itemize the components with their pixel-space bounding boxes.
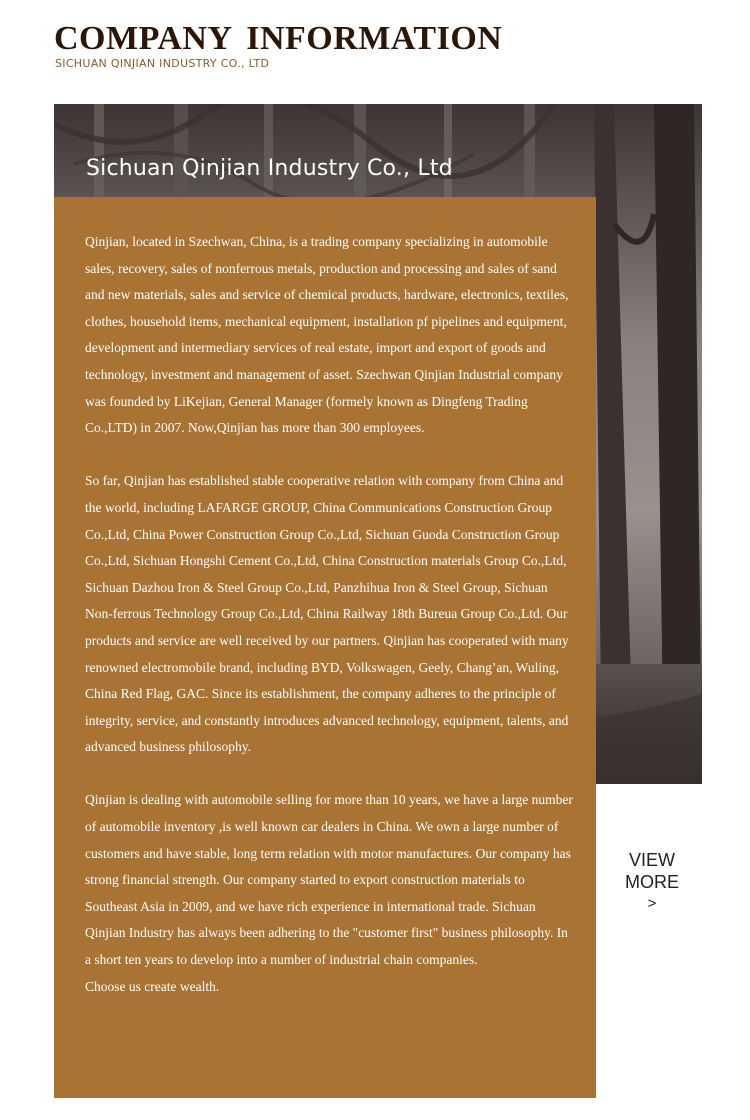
view-more-link[interactable] (602, 849, 702, 915)
description-paragraph-2: So far, Qinjian has established stable cooperative relation with company from China and the world, including LAFARGE GROUP, China Communications Construction Group Co.,Ltd, China Power Construction Group Co.,Ltd, Sichuan Guoda Construction Group Co.,Ltd, Sichuan Hongshi Cement Co.,Ltd, China Construction materials Group Co.,Ltd, Sichuan Dazhou Iron & Steel Group Co.,Ltd, Panzhihua Iron & Steel Group, Sichuan Non-ferrous Technology Group Co.,Ltd, China Railway 18th Bureua Group Co.,Ltd. Our products and service are well received by our partners. Qinjian has cooperated with many renowned electromobile brand, including BYD, Volkswagen, Geely, Chang’an, Wuling, China Red Flag, GAC. Since its establishment, the company adheres to the principle of integrity, service, and constantly introduces advanced technology, equipment, talents, and advanced business philosophy. (85, 473, 569, 755)
company-name-heading: Sichuan Qinjian Industry Co., Ltd (86, 156, 453, 181)
description-paragraph-4: Choose us create wealth. (85, 978, 220, 994)
page-subtitle: SICHUAN QINJIAN INDUSTRY CO., LTD (55, 57, 270, 70)
company-description-box (54, 197, 596, 1098)
description-paragraph-3: Qinjian is dealing with automobile selling for more than 10 years, we have a large number of automobile inventory ,is well known car dealers in China. We own a large number of customers and have stable, long term relation with motor manufactures. Our company has strong financial strength. Our company started to export construction materials to Southeast Asia in 2009, and we have rich experience in international trade. Sichuan Qinjian Industry has always been adhering to the "customer first" business philosophy. In a short ten years to develop into a number of industrial chain companies. (85, 792, 573, 968)
description-paragraph-1: Qinjian, located in Szechwan, China, is a trading company specializing in automobile sales, recovery, sales of nonferrous metals, production and processing and sales of sand and new materials, sales and service of chemical products, hardware, electronics, textiles, clothes, household items, mechanical equipment, installation pf pipelines and equipment, development and intermediary services of real estate, import and export of goods and technology, investment and management of asset. Szechwan Qinjian Industrial company was founded by LiKejian, General Manager (formely known as Dingfeng Trading Co.,LTD) in 2007. Now,Qinjian has more than 300 employees. (85, 234, 569, 436)
view-more-line-1: VIEW (628, 850, 675, 870)
page-title: COMPANY INFORMATION (54, 20, 503, 57)
chevron-right-icon: > (647, 895, 657, 912)
view-more-line-2: MORE (625, 872, 679, 892)
